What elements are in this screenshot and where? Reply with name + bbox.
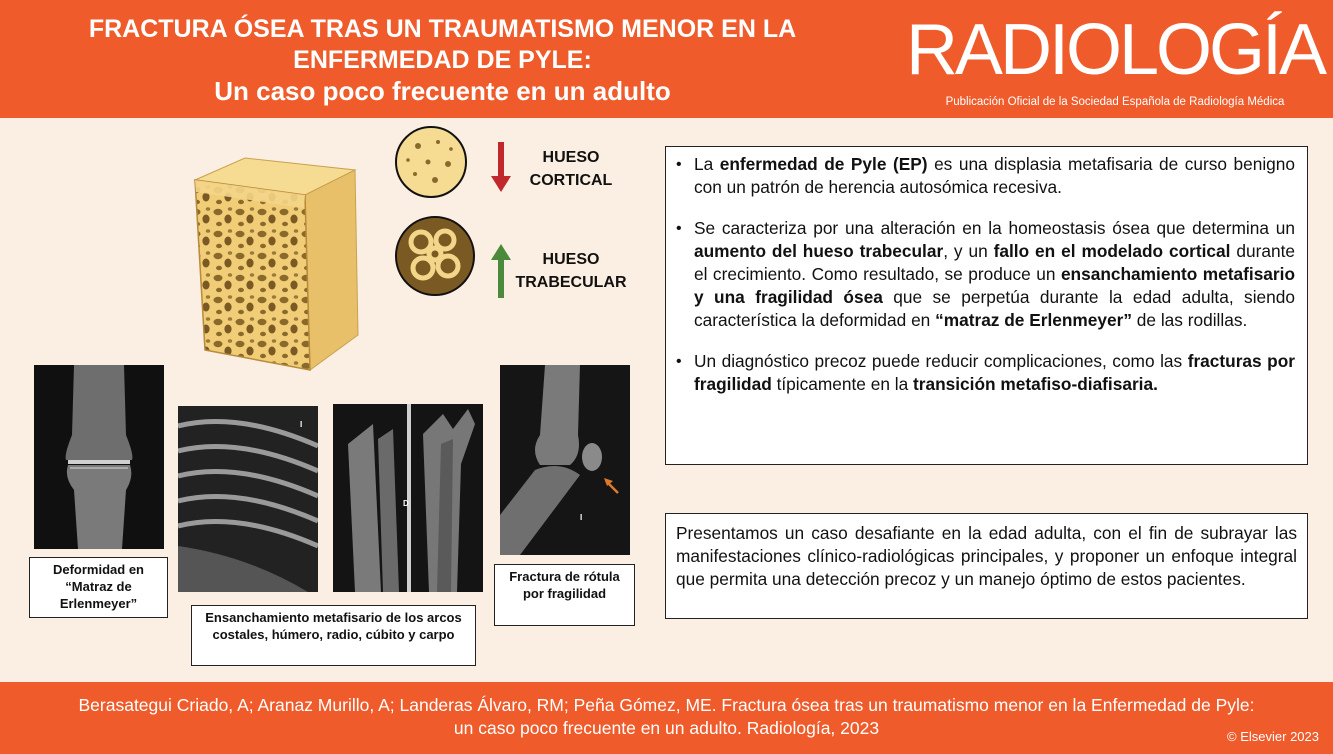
metaphyseal-widening-caption: Ensanchamiento metafisario de los arcos costales, húmero, radio, cúbito y carpo xyxy=(191,605,476,666)
key-point-2-bold-2: fallo en el modelado cortical xyxy=(993,241,1231,261)
copyright-notice: © Elsevier 2023 xyxy=(1227,729,1319,744)
key-point-2-bold-3: ensanchamiento metafisario y una fragilidad ósea xyxy=(694,264,1295,307)
key-point-3-bold-1: fracturas por fragilidad xyxy=(694,351,1295,394)
header-banner xyxy=(0,0,1333,118)
key-point-3 xyxy=(694,350,1295,396)
trabecular-bone-label xyxy=(512,248,630,294)
key-point-2-text-5: de las rodillas. xyxy=(1132,310,1248,330)
key-point-1-bold-1: enfermedad de Pyle (EP) xyxy=(719,154,928,174)
title-line-1: FRACTURA ÓSEA TRAS UN TRAUMATISMO MENOR EN LA xyxy=(88,15,797,43)
case-intro-box: Presentamos un caso desafiante en la edad adulta, con el fin de subrayar las manifestaciones clínico-radiológicas principales, y proponer un enfoque integral que permita una detección precoz y un manejo óptimo de estos pacientes. xyxy=(665,513,1308,619)
patella-fracture-caption: Fractura de rótula por fragilidad xyxy=(494,564,635,626)
radiologia-logo xyxy=(905,12,1325,108)
key-point-2-text-3: durante el crecimiento. Como resultado, se produce un xyxy=(694,241,1295,284)
knee-ap-xray-image xyxy=(34,365,164,549)
title-line-3: Un caso poco frecuente en un adulto xyxy=(214,76,671,106)
key-points-list xyxy=(676,153,1295,396)
poster-title xyxy=(0,14,885,107)
lateral-knee-xray-side-marker: I xyxy=(580,513,583,522)
forearm-xray-image xyxy=(333,404,483,592)
key-point-3-text-1: Un diagnóstico precoz puede reducir complicaciones, como las xyxy=(694,351,1188,371)
key-points-box xyxy=(665,146,1308,465)
key-point-1-text-2: es una displasia metafisaria de curso benigno con un patrón de herencia autosómica recesiva. xyxy=(694,154,1295,197)
citation-line-1: Berasategui Criado, A; Aranaz Murillo, A; Landeras Álvaro, RM; Peña Gómez, ME. Fractura ósea tras un traumatismo menor en la Enfermedad de Pyle: xyxy=(78,695,1255,715)
cortical-bone-label xyxy=(516,146,626,192)
logo-wordmark: RADIOLOGÍA xyxy=(905,10,1325,90)
key-point-1-text-1: La xyxy=(694,154,720,174)
decrease-arrow-icon xyxy=(489,142,513,194)
bone-block-illustration xyxy=(190,140,370,385)
key-point-2 xyxy=(694,217,1295,332)
key-point-2-text-1: Se caracteriza por una alteración en la homeostasis ósea que determina un xyxy=(694,218,1295,238)
chest-xray-side-marker: I xyxy=(300,420,303,429)
key-point-3-bold-2: transición metafiso-diafisaria. xyxy=(913,374,1158,394)
cortical-label-line-1: HUESO xyxy=(542,149,600,166)
key-point-1 xyxy=(694,153,1295,199)
logo-subtitle: Publicación Oficial de la Sociedad Española de Radiología Médica xyxy=(945,96,1285,108)
cortical-zoom-circle xyxy=(393,124,469,200)
key-point-3-text-2: típicamente en la xyxy=(771,374,913,394)
key-point-2-text-4: que se perpetúa durante la edad adulta, siendo característica la deformidad en xyxy=(694,287,1295,330)
trabecular-label-line-1: HUESO xyxy=(542,251,600,268)
knee-caption: Deformidad en “Matraz de Erlenmeyer” xyxy=(29,557,168,618)
title-line-2: ENFERMEDAD DE PYLE: xyxy=(293,46,592,74)
lateral-knee-xray-image xyxy=(500,365,630,555)
forearm-xray-side-marker: D xyxy=(403,499,409,508)
cortical-label-line-2: CORTICAL xyxy=(529,172,613,189)
trabecular-zoom-circle xyxy=(393,214,477,298)
trabecular-label-line-2: TRABECULAR xyxy=(515,274,627,291)
key-point-2-text-2: , y un xyxy=(943,241,994,261)
citation-line-2: un caso poco frecuente en un adulto. Radiología, 2023 xyxy=(453,718,880,738)
key-point-2-bold-4: “matraz de Erlenmeyer” xyxy=(935,310,1132,330)
chest-xray-image xyxy=(178,406,318,592)
increase-arrow-icon xyxy=(489,244,513,298)
citation-footer xyxy=(0,682,1333,754)
key-point-2-bold-1: aumento del hueso trabecular xyxy=(694,241,944,261)
